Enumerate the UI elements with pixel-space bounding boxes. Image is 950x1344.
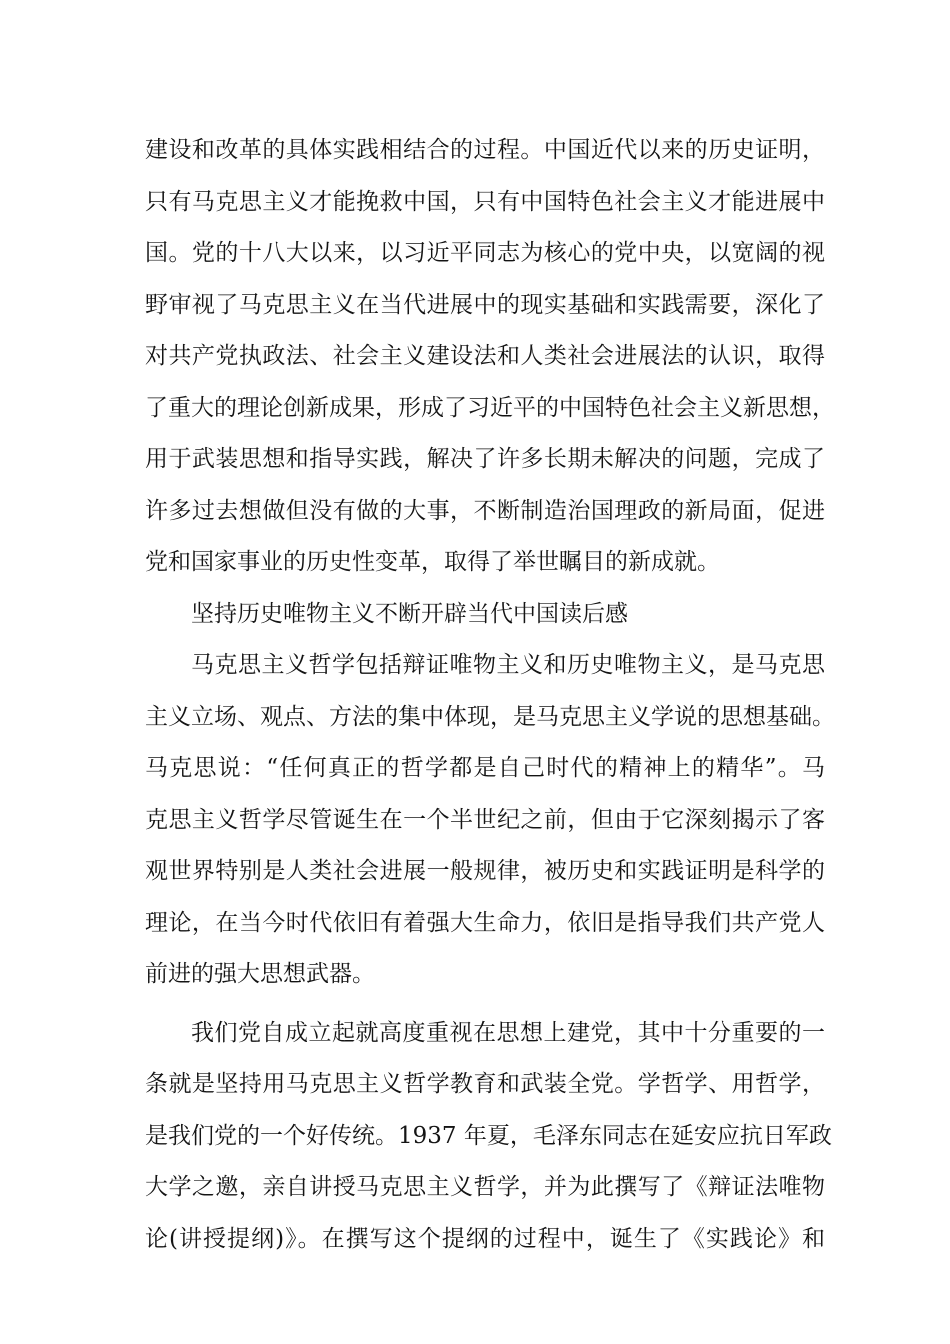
paragraph-1-line-8: 许多过去想做但没有做的大事，不断制造治国理政的新局面，促进 (145, 497, 825, 524)
paragraph-gap (145, 1004, 825, 1011)
paragraph-1-line-7: 用于武装思想和指导实践，解决了许多长期未解决的问题，完成了 (145, 446, 825, 472)
document-body (145, 128, 835, 1268)
paragraph-2-line-3: 马克思说：“任何真正的哲学都是自己时代的精神上的精华”。马 (145, 755, 825, 781)
paragraph-2-line-4: 克思主义哲学尽管诞生在一个半世纪之前，但由于它深刻揭示了客 (145, 806, 825, 833)
paragraph-2-line-1: 马克思主义哲学包括辩证唯物主义和历史唯物主义，是马克思 (191, 652, 825, 678)
paragraph-3-line-3: 是我们党的一个好传统。1937 年夏，毛泽东同志在延安应抗日军政 (145, 1122, 832, 1149)
paragraph-2-line-7: 前进的强大思想武器。 (145, 961, 375, 987)
paragraph-1-line-1: 建设和改革的具体实践相结合的过程。中国近代以来的历史证明， (145, 137, 825, 163)
paragraph-2-line-6: 理论，在当今时代依旧有着强大生命力，依旧是指导我们共产党人 (145, 909, 825, 936)
paragraph-2-line-2: 主义立场、观点、方法的集中体现，是马克思主义学说的思想基础。 (145, 703, 835, 730)
paragraph-1-line-6: 了重大的理论创新成果，形成了习近平的中国特色社会主义新思想， (145, 394, 835, 421)
paragraph-1-line-4: 野审视了马克思主义在当代进展中的现实基础和实践需要，深化了 (145, 291, 825, 318)
paragraph-1-line-9: 党和国家事业的历史性变革，取得了举世瞩目的新成就。 (145, 549, 720, 575)
paragraph-2-line-5: 观世界特别是人类社会进展一般规律，被历史和实践证明是科学的 (145, 858, 825, 884)
paragraph-3-line-4: 大学之邀，亲自讲授马克思主义哲学，并为此撰写了《辩证法唯物 (145, 1174, 825, 1200)
paragraph-3-line-1: 我们党自成立起就高度重视在思想上建党，其中十分重要的一 (191, 1019, 825, 1046)
paragraph-3-line-5: 论(讲授提纲)》。在撰写这个提纲的过程中，诞生了《实践论》和 (145, 1225, 825, 1252)
paragraph-3-line-2: 条就是坚持用马克思主义哲学教育和武装全党。学哲学、用哲学， (145, 1071, 825, 1097)
paragraph-1-line-2: 只有马克思主义才能挽救中国，只有中国特色社会主义才能进展中 (145, 188, 825, 215)
paragraph-1-line-5: 对共产党执政法、社会主义建设法和人类社会进展法的认识，取得 (145, 343, 825, 369)
paragraph-1-line-3: 国。党的十八大以来，以习近平同志为核心的党中央，以宽阔的视 (145, 240, 825, 266)
section-heading: 坚持历史唯物主义不断开辟当代中国读后感 (191, 600, 628, 627)
